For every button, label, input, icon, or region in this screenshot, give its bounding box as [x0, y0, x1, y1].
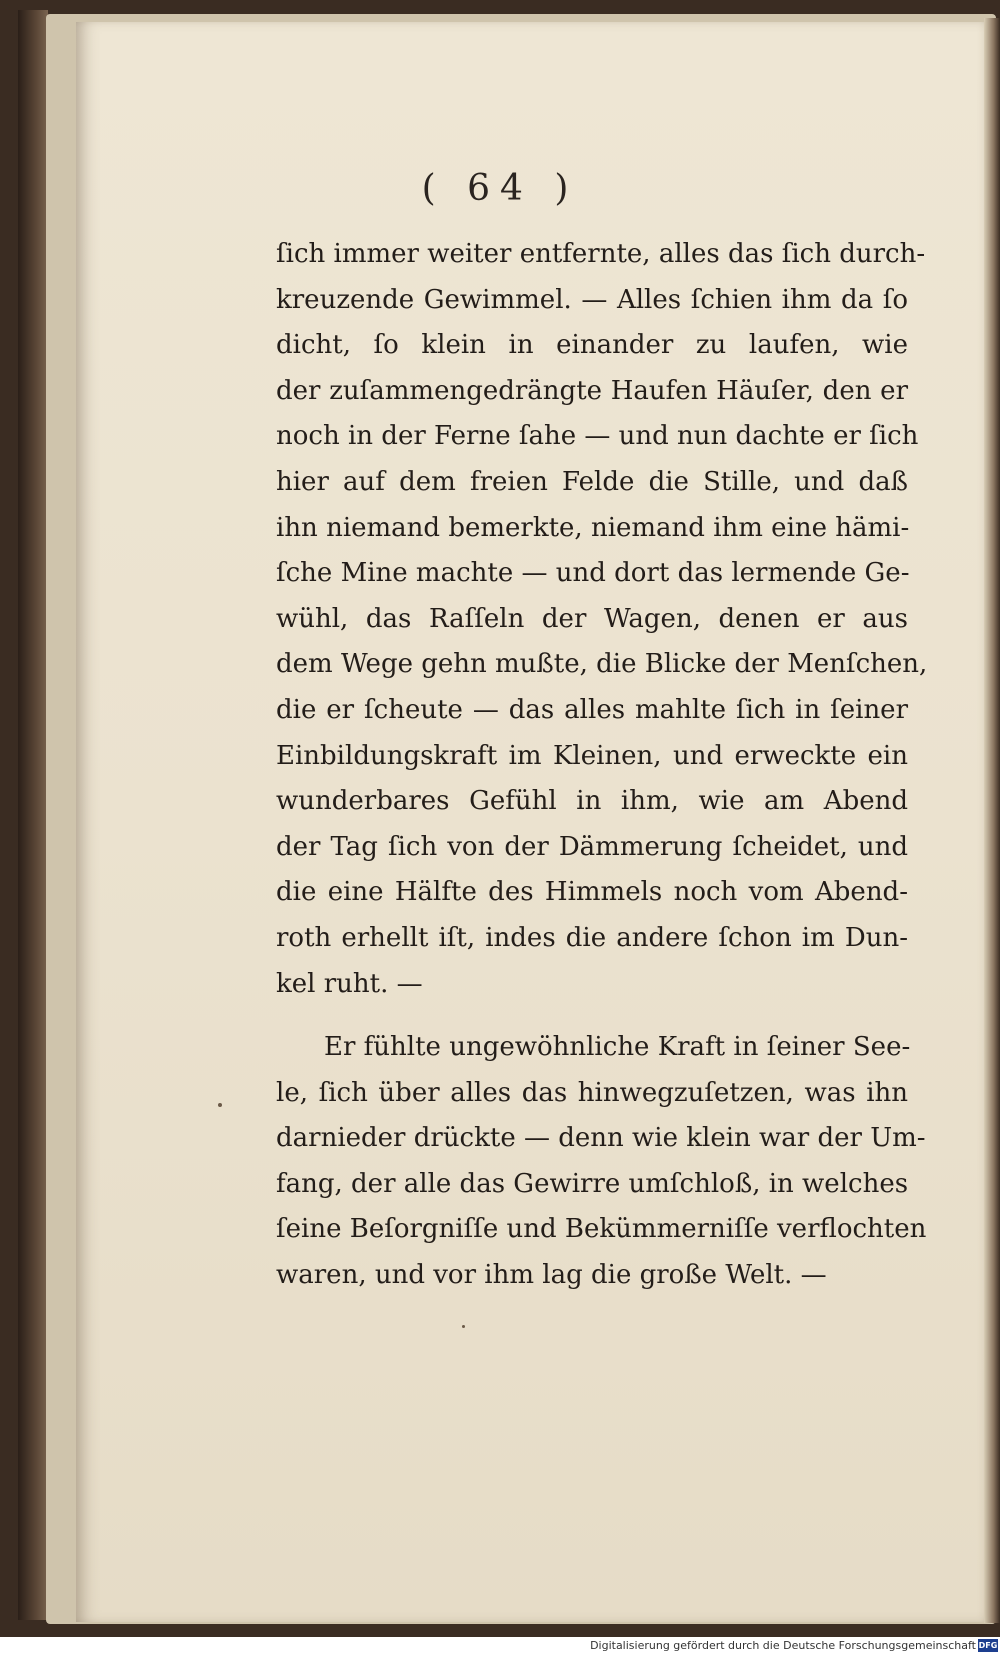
text-line: kreuzende Gewimmel. — Alles ſchien ihm da ſo [276, 284, 908, 315]
paper-speck [462, 1325, 465, 1328]
digitization-credit: Digitalisierung gefördert durch die Deutsche Forschungsgemeinschaft [590, 1639, 976, 1652]
text-line: ſeine Beſorgniſſe und Bekümmerniſſe verflochten [276, 1214, 927, 1245]
text-line: der zuſammengedrängte Haufen Häuſer, den er [276, 375, 908, 406]
text-line: ſche Mine machte — und dort das lermende Ge- [276, 558, 910, 589]
text-line: noch in der Ferne ſahe — und nun dachte er ſich [276, 421, 919, 452]
page-right-edge [984, 18, 1000, 1623]
text-line: fang, der alle das Gewirre umſchloß, in welches [276, 1168, 909, 1199]
text-line: die er ſcheute — das alles mahlte ſich in ſeiner [276, 694, 908, 725]
text-line: die eine Hälfte des Himmels noch vom Abend- [276, 877, 908, 908]
text-line: darnieder drückte — denn wie klein war der Um- [276, 1123, 926, 1154]
paper-speck [218, 1103, 222, 1107]
text-line: ihn niemand bemerkte, niemand ihm eine hämi- [276, 512, 910, 543]
text-line: der Tag ſich von der Dämmerung ſcheidet, und [276, 831, 908, 862]
page-text [276, 232, 928, 1299]
text-line: dem Wege gehn mußte, die Blicke der Menſchen, [276, 649, 928, 680]
text-line: waren, und vor ihm lag die große Welt. — [276, 1260, 827, 1291]
text-line: Er fühlte ungewöhnliche Kraft in ſeiner See- [324, 1032, 911, 1063]
text-line: dicht, ſo klein in einander zu laufen, wie [276, 330, 908, 361]
text-line: hier auf dem freien Felde die Stille, und daß [276, 466, 908, 497]
page-number: ( 64 ) [421, 168, 579, 209]
text-line: ſich immer weiter entfernte, alles das ſich durch- [276, 239, 926, 269]
text-line: roth erhellt iſt, indes die andere ſchon im Dun- [276, 922, 908, 953]
book-cover-edge [18, 10, 48, 1620]
paragraph-gap [276, 1007, 908, 1025]
text-line: kel ruht. — [276, 968, 423, 999]
dfg-logo: DFG [978, 1641, 998, 1650]
text-line: le, ſich über alles das hinwegzuſetzen, was ihn [276, 1077, 908, 1108]
text-line: wühl, das Raſſeln der Wagen, denen er aus [276, 603, 908, 634]
text-line: wunderbares Gefühl in ihm, wie am Abend [276, 786, 908, 817]
text-line: Einbildungskraft im Kleinen, und erweckte ein [276, 740, 908, 771]
